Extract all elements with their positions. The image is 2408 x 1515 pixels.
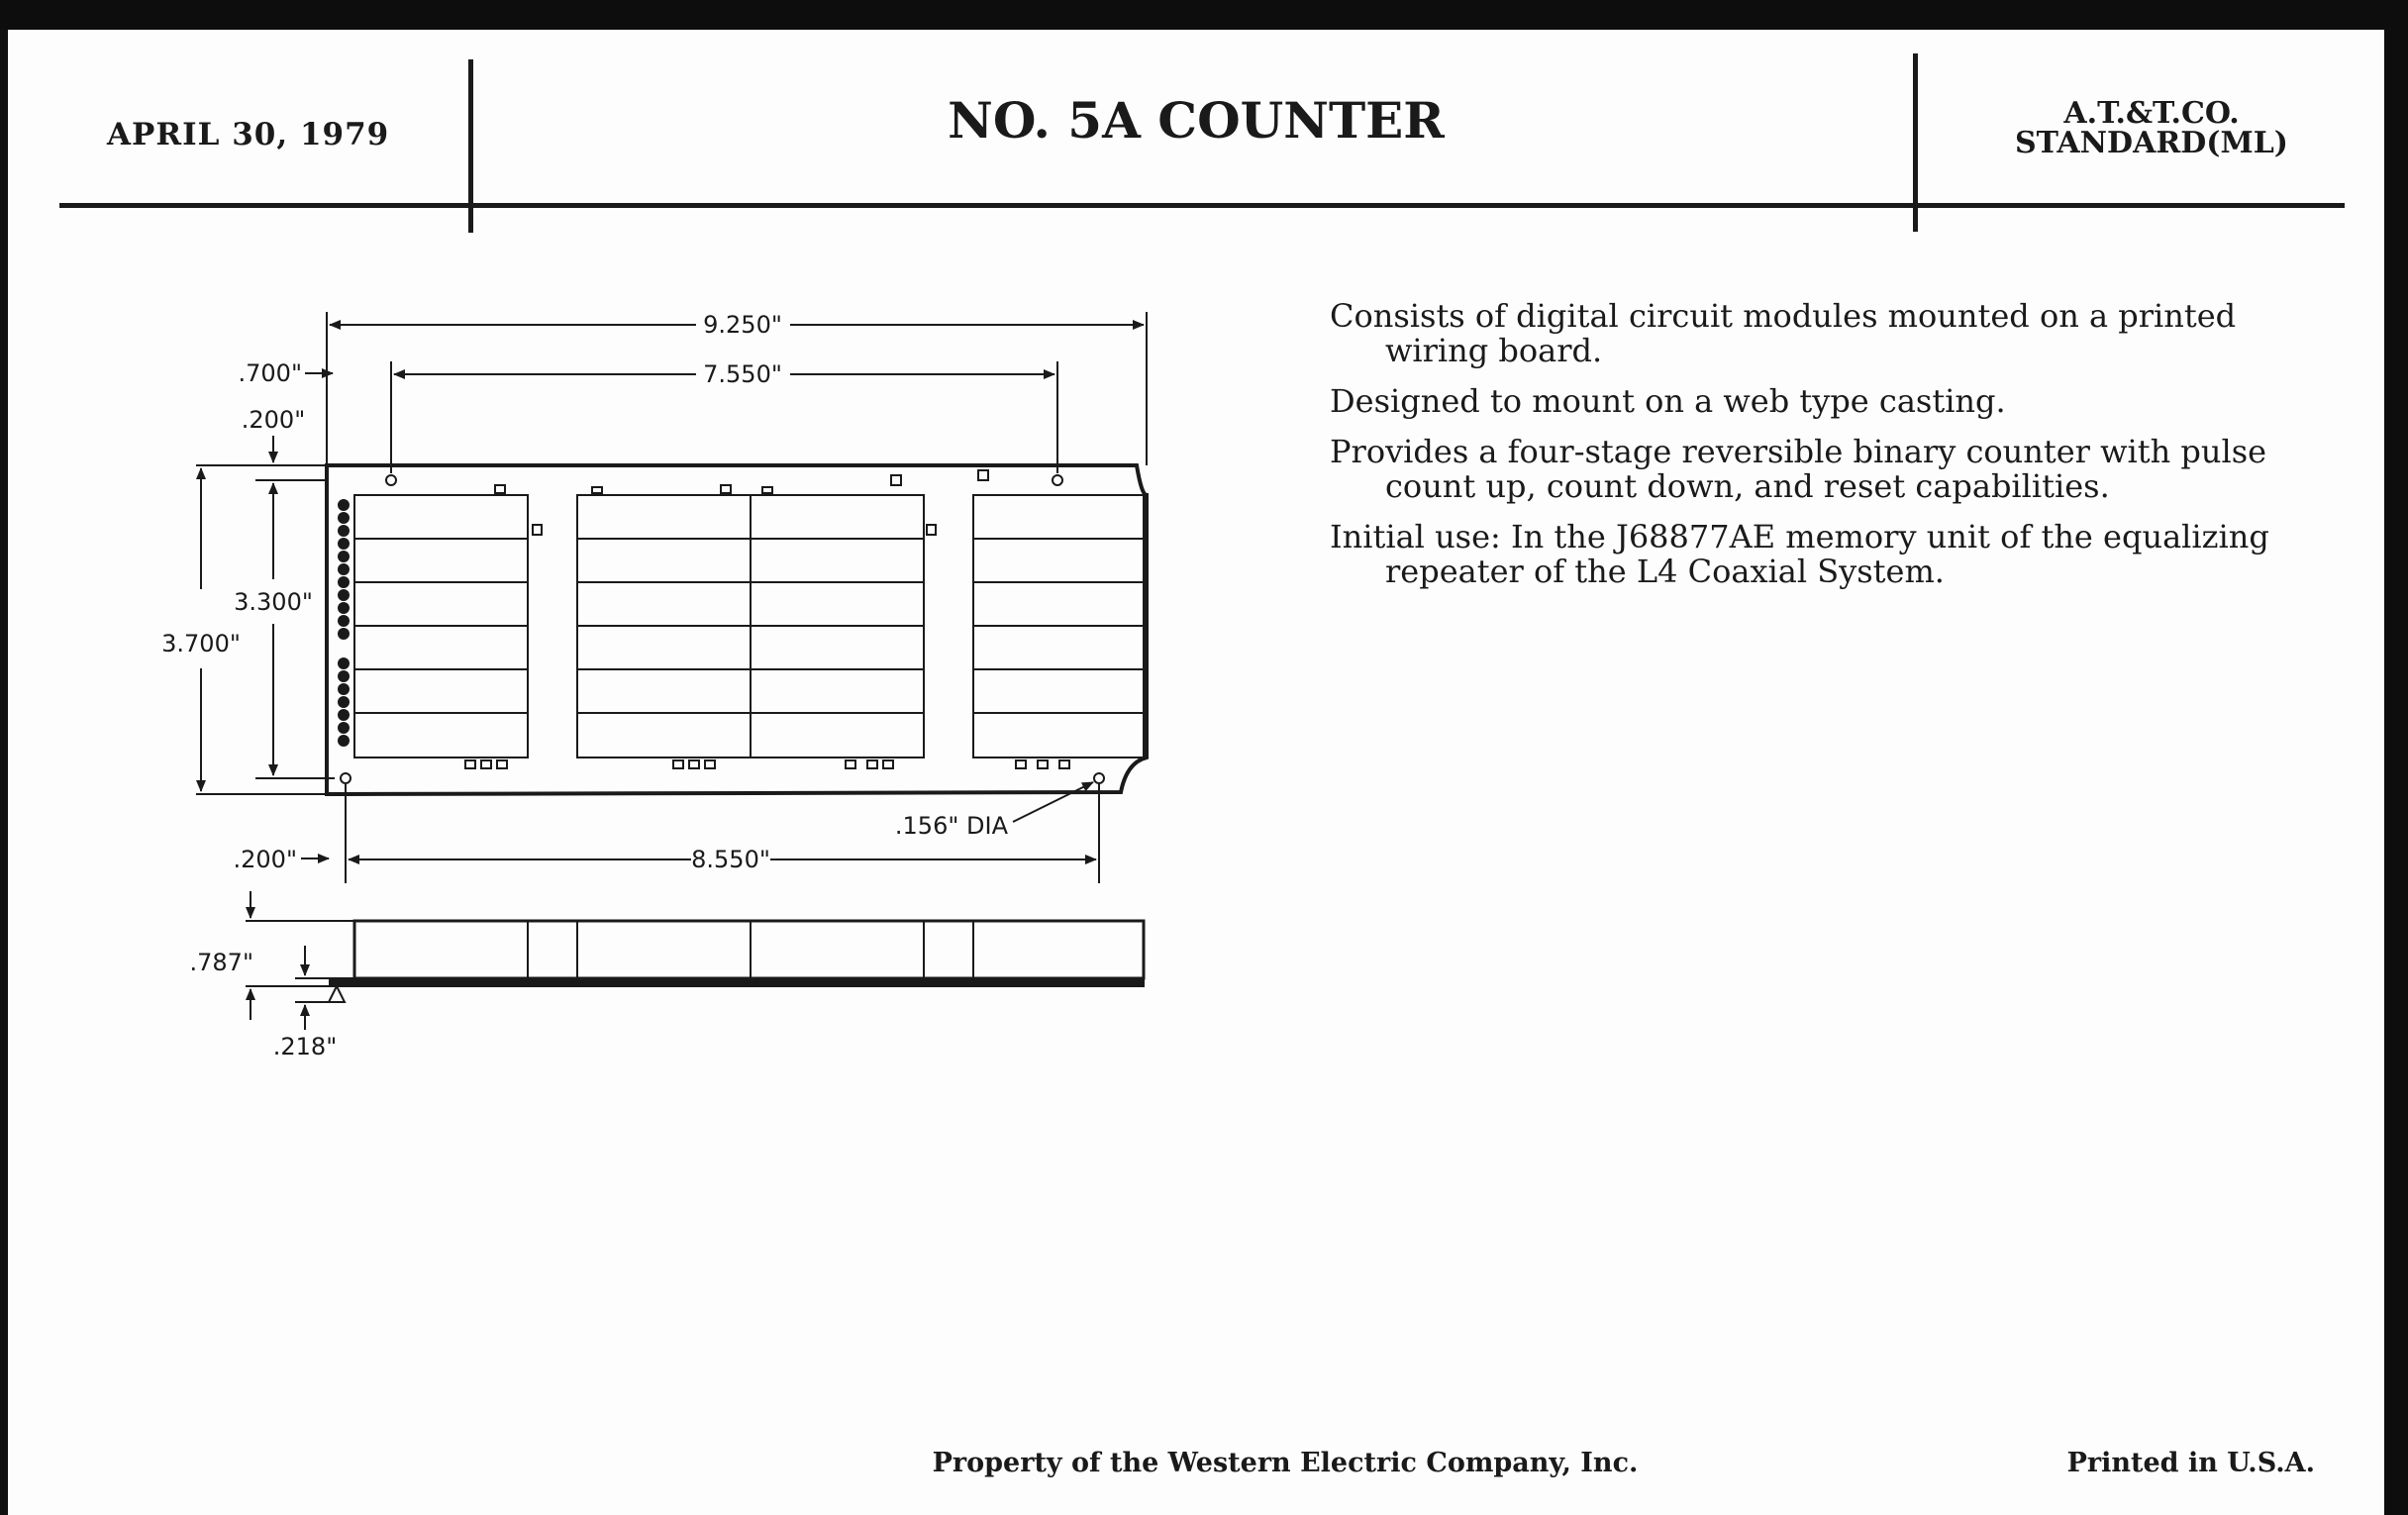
page-title: NO. 5A COUNTER bbox=[948, 91, 1445, 150]
dim-hole-spacing-bottom: 8.550" bbox=[691, 846, 770, 873]
dim-left-offset-bottom: .200" bbox=[233, 846, 297, 873]
spec-sheet bbox=[8, 30, 2384, 1515]
dim-hole-spacing-top: 7.550" bbox=[703, 360, 782, 388]
issue-date: APRIL 30, 1979 bbox=[107, 117, 390, 152]
side-view bbox=[246, 891, 1144, 1030]
description-paragraph: Initial use: In the J68877AE memory unit of the equalizing repeater of the L4 Coaxial System. bbox=[1330, 518, 2269, 590]
dim-board-height-inner: 3.300" bbox=[234, 588, 313, 616]
dimension-drawing bbox=[8, 30, 2384, 1416]
module-rows bbox=[354, 539, 1144, 713]
description-paragraph: Designed to mount on a web type casting. bbox=[1330, 382, 2006, 420]
dim-board-height: 3.700" bbox=[161, 630, 241, 657]
standard-line-1: A.T.&T.CO. bbox=[2063, 96, 2240, 131]
property-notice: Property of the Western Electric Company, Inc. bbox=[932, 1448, 1639, 1478]
description-paragraph: Provides a four-stage reversible binary counter with pulse count up, count down, and reset capabilities. bbox=[1330, 433, 2267, 505]
board-outline bbox=[327, 465, 1147, 794]
mounting-hole bbox=[341, 773, 351, 783]
dim-module-height: .787" bbox=[189, 949, 253, 976]
dim-board-thickness: .218" bbox=[272, 1033, 338, 1060]
mounting-hole bbox=[1053, 475, 1062, 485]
dim-top-margin: .200" bbox=[241, 406, 306, 434]
scan-border-top bbox=[0, 0, 2408, 30]
dim-hole-diameter: .156" DIA bbox=[894, 812, 1008, 840]
printed-notice: Printed in U.S.A. bbox=[2066, 1448, 2315, 1478]
dim-left-offset-top: .700" bbox=[238, 359, 302, 387]
scan-border-right bbox=[2384, 0, 2408, 1515]
connector-pins bbox=[338, 499, 350, 747]
standard-line-2: STANDARD(ML) bbox=[2015, 126, 2288, 160]
mounting-hole bbox=[386, 475, 396, 485]
dim-overall-length: 9.250" bbox=[703, 311, 782, 339]
mounting-hole bbox=[1094, 773, 1104, 783]
description-paragraph: Consists of digital circuit modules mounted on a printed wiring board. bbox=[1330, 297, 2237, 369]
terminal-tabs bbox=[465, 470, 1069, 768]
